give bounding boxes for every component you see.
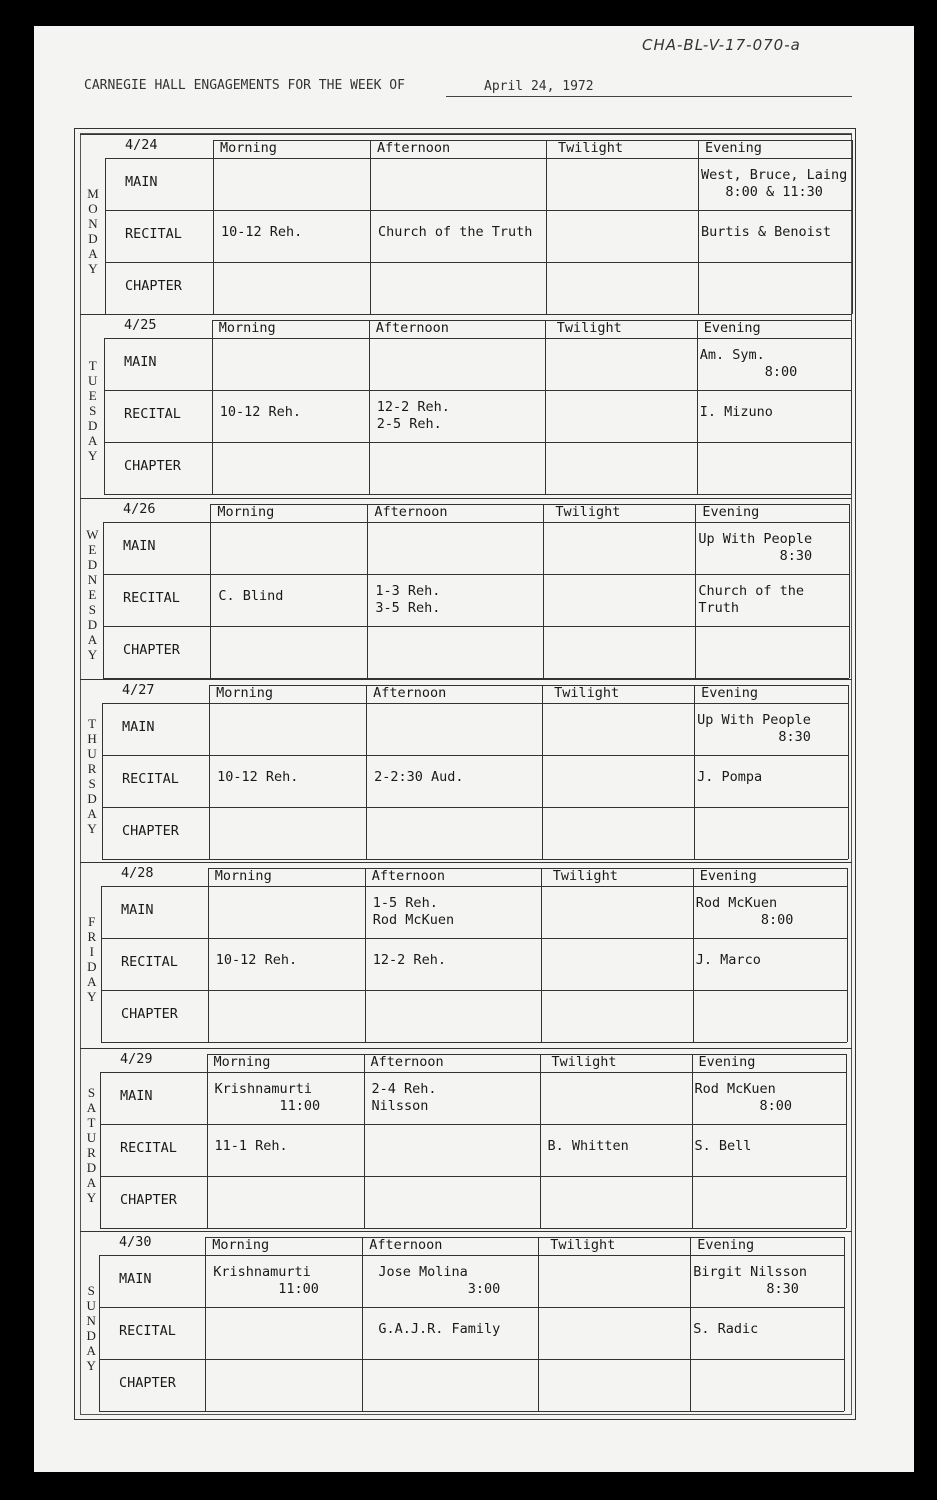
column-header-afternoon: Afternoon bbox=[375, 320, 449, 336]
day-name-friday: F R I D A Y bbox=[87, 913, 97, 1004]
room-label-recital: RECITAL bbox=[123, 590, 180, 606]
column-divider bbox=[540, 1054, 541, 1228]
schedule-entry: Rod McKuen 8:00 bbox=[694, 1081, 793, 1114]
day-date: 4/25 bbox=[124, 317, 157, 333]
column-divider bbox=[844, 1237, 845, 1411]
day-name-wednesday: W E D N E S D A Y bbox=[86, 527, 99, 662]
room-label-chapter: CHAPTER bbox=[124, 458, 181, 474]
schedule-entry: J. Marco bbox=[695, 952, 761, 968]
day-left-border bbox=[105, 158, 106, 314]
room-label-chapter: CHAPTER bbox=[121, 1006, 178, 1022]
day-bottom-border bbox=[104, 494, 851, 495]
schedule-entry: 11-1 Reh. bbox=[214, 1138, 288, 1154]
room-label-chapter: CHAPTER bbox=[120, 1192, 177, 1208]
column-divider bbox=[213, 140, 214, 314]
column-divider bbox=[847, 868, 848, 1042]
schedule-entry: Up With People 8:30 bbox=[698, 531, 813, 564]
column-header-afternoon: Afternoon bbox=[377, 140, 451, 156]
column-header-bottom bbox=[100, 1072, 846, 1073]
schedule-entry: 10-12 Reh. bbox=[219, 404, 301, 420]
column-header-evening: Evening bbox=[705, 140, 762, 156]
schedule-entry: Up With People 8:30 bbox=[697, 712, 811, 745]
column-header-bottom bbox=[102, 703, 848, 704]
schedule-entry: Jose Molina 3:00 bbox=[378, 1264, 501, 1297]
row-divider bbox=[99, 1307, 844, 1308]
schedule-entry: West, Bruce, Laing 8:00 & 11:30 bbox=[701, 167, 848, 200]
column-divider bbox=[690, 1237, 691, 1411]
day-name-monday: M O N D A Y bbox=[87, 185, 99, 276]
column-divider bbox=[207, 1054, 208, 1228]
day-separator bbox=[80, 498, 852, 499]
column-divider bbox=[364, 1054, 365, 1228]
room-label-chapter: CHAPTER bbox=[122, 823, 179, 839]
schedule-entry: 10-12 Reh. bbox=[221, 224, 303, 240]
room-label-main: MAIN bbox=[119, 1271, 152, 1287]
column-header-evening: Evening bbox=[702, 504, 760, 520]
column-header-morning: Morning bbox=[217, 504, 275, 520]
column-divider bbox=[208, 868, 209, 1042]
day-name-saturday: S A T U R D A Y bbox=[86, 1084, 97, 1205]
day-bottom-border bbox=[99, 1411, 844, 1412]
column-header-afternoon: Afternoon bbox=[374, 504, 448, 520]
schedule-entry: 10-12 Reh. bbox=[217, 769, 299, 785]
room-label-main: MAIN bbox=[121, 902, 154, 918]
column-divider bbox=[366, 685, 367, 859]
column-divider bbox=[210, 504, 211, 678]
column-divider bbox=[848, 685, 849, 859]
row-divider bbox=[102, 755, 848, 756]
day-separator bbox=[80, 314, 852, 315]
day-date: 4/28 bbox=[121, 865, 154, 881]
column-divider bbox=[209, 685, 210, 859]
column-header-evening: Evening bbox=[701, 685, 758, 701]
column-header-twilight: Twilight bbox=[551, 1054, 617, 1070]
column-header-morning: Morning bbox=[220, 140, 277, 156]
day-separator bbox=[80, 1048, 852, 1049]
column-header-evening: Evening bbox=[698, 1054, 756, 1070]
column-divider bbox=[846, 1054, 847, 1228]
schedule-entry: Rod McKuen 8:00 bbox=[695, 895, 794, 928]
column-header-morning: Morning bbox=[218, 320, 276, 336]
schedule-entry: 2-4 Reh. Nilsson bbox=[371, 1081, 437, 1114]
column-divider bbox=[694, 685, 695, 859]
room-label-recital: RECITAL bbox=[122, 771, 179, 787]
day-bottom-border bbox=[101, 1042, 847, 1043]
column-header-afternoon: Afternoon bbox=[373, 685, 447, 701]
column-divider bbox=[692, 1054, 693, 1228]
column-header-evening: Evening bbox=[703, 320, 761, 336]
room-label-main: MAIN bbox=[125, 174, 158, 190]
day-separator bbox=[80, 862, 852, 863]
column-header-bottom bbox=[104, 338, 851, 339]
row-divider bbox=[105, 210, 852, 211]
day-name-sunday: S U N D A Y bbox=[86, 1282, 96, 1373]
column-divider bbox=[851, 320, 852, 494]
schedule-entry: S. Bell bbox=[694, 1138, 752, 1154]
column-divider bbox=[546, 140, 547, 314]
row-divider bbox=[101, 990, 847, 991]
day-date: 4/26 bbox=[123, 501, 156, 517]
schedule-entry: S. Radic bbox=[693, 1321, 759, 1337]
column-header-bottom bbox=[101, 886, 847, 887]
day-separator bbox=[80, 134, 852, 135]
column-header-twilight: Twilight bbox=[556, 320, 622, 336]
schedule-entry: Krishnamurti 11:00 bbox=[213, 1264, 319, 1297]
day-bottom-border bbox=[102, 859, 848, 860]
schedule-entry: Krishnamurti 11:00 bbox=[214, 1081, 321, 1114]
schedule-entry: 10-12 Reh. bbox=[215, 952, 298, 968]
day-date: 4/24 bbox=[125, 137, 158, 153]
column-header-twilight: Twilight bbox=[554, 685, 620, 701]
day-left-border bbox=[101, 886, 102, 1042]
column-header-twilight: Twilight bbox=[558, 140, 624, 156]
column-header-twilight: Twilight bbox=[555, 504, 621, 520]
day-left-border bbox=[100, 1072, 101, 1228]
room-label-recital: RECITAL bbox=[124, 406, 181, 422]
room-label-chapter: CHAPTER bbox=[119, 1375, 176, 1391]
schedule-entry: I. Mizuno bbox=[699, 404, 773, 420]
row-divider bbox=[104, 390, 851, 391]
column-divider bbox=[697, 320, 698, 494]
schedule-entry: 12-2 Reh. bbox=[372, 952, 446, 968]
column-header-morning: Morning bbox=[216, 685, 273, 701]
column-divider bbox=[542, 685, 543, 859]
column-divider bbox=[369, 320, 370, 494]
column-divider bbox=[693, 868, 694, 1042]
schedule-entry: G.A.J.R. Family bbox=[370, 1321, 501, 1337]
column-divider bbox=[362, 1237, 363, 1411]
schedule-entry: J. Pompa bbox=[697, 769, 763, 785]
schedule-entry: Birgit Nilsson 8:30 bbox=[693, 1264, 807, 1297]
column-header-twilight: Twilight bbox=[552, 868, 618, 884]
column-header-bottom bbox=[99, 1255, 844, 1256]
room-label-recital: RECITAL bbox=[125, 226, 182, 242]
column-header-afternoon: Afternoon bbox=[370, 1054, 444, 1070]
row-divider bbox=[102, 807, 848, 808]
column-header-evening: Evening bbox=[697, 1237, 755, 1253]
day-date: 4/29 bbox=[120, 1051, 153, 1067]
column-divider bbox=[538, 1237, 539, 1411]
column-divider bbox=[852, 140, 853, 314]
column-divider bbox=[367, 504, 368, 678]
row-divider bbox=[103, 626, 849, 627]
column-divider bbox=[212, 320, 213, 494]
room-label-chapter: CHAPTER bbox=[125, 278, 182, 294]
day-left-border bbox=[104, 338, 105, 494]
column-header-afternoon: Afternoon bbox=[371, 868, 445, 884]
column-header-morning: Morning bbox=[212, 1237, 270, 1253]
column-header-evening: Evening bbox=[699, 868, 757, 884]
day-separator bbox=[80, 679, 852, 680]
column-header-morning: Morning bbox=[214, 868, 272, 884]
day-left-border bbox=[99, 1255, 100, 1411]
room-label-recital: RECITAL bbox=[120, 1140, 177, 1156]
header-title: CARNEGIE HALL ENGAGEMENTS FOR THE WEEK OF bbox=[84, 78, 405, 93]
row-divider bbox=[99, 1359, 844, 1360]
schedule-entry: 1-5 Reh. Rod McKuen bbox=[372, 895, 455, 928]
column-divider bbox=[541, 868, 542, 1042]
day-left-border bbox=[102, 703, 103, 859]
archive-id: CHA-BL-V-17-070-a bbox=[642, 36, 801, 54]
day-bottom-border bbox=[100, 1228, 846, 1229]
schedule-entry: Burtis & Benoist bbox=[701, 224, 832, 240]
day-left-border bbox=[103, 522, 104, 678]
column-divider bbox=[205, 1237, 206, 1411]
schedule-entry: C. Blind bbox=[218, 588, 284, 604]
room-label-main: MAIN bbox=[120, 1088, 153, 1104]
day-name-thursday: T H U R S D A Y bbox=[87, 715, 97, 836]
day-name-tuesday: T U E S D A Y bbox=[87, 358, 98, 463]
schedule-entry: Church of the Truth bbox=[698, 583, 805, 616]
room-label-main: MAIN bbox=[122, 719, 155, 735]
column-divider bbox=[698, 140, 699, 314]
row-divider bbox=[103, 574, 849, 575]
column-divider bbox=[543, 504, 544, 678]
schedule-entry: 2-2:30 Aud. bbox=[374, 769, 464, 785]
day-separator bbox=[80, 1231, 852, 1232]
day-date: 4/30 bbox=[119, 1234, 152, 1250]
schedule-entry: B. Whitten bbox=[547, 1138, 629, 1154]
row-divider bbox=[100, 1124, 846, 1125]
column-header-morning: Morning bbox=[213, 1054, 271, 1070]
column-divider bbox=[545, 320, 546, 494]
column-divider bbox=[695, 504, 696, 678]
room-label-main: MAIN bbox=[123, 538, 156, 554]
row-divider bbox=[101, 938, 847, 939]
column-header-afternoon: Afternoon bbox=[369, 1237, 443, 1253]
column-header-bottom bbox=[103, 522, 849, 523]
row-divider bbox=[100, 1176, 846, 1177]
schedule-entry: 12-2 Reh. 2-5 Reh. bbox=[376, 399, 450, 432]
schedule-entry: Church of the Truth bbox=[378, 224, 533, 240]
day-date: 4/27 bbox=[122, 682, 155, 698]
room-label-recital: RECITAL bbox=[119, 1323, 176, 1339]
column-header-bottom bbox=[105, 158, 852, 159]
week-date: April 24, 1972 bbox=[484, 79, 594, 94]
column-divider bbox=[849, 504, 850, 678]
room-label-main: MAIN bbox=[124, 354, 157, 370]
schedule-entry: Am. Sym. 8:00 bbox=[699, 347, 798, 380]
column-divider bbox=[365, 868, 366, 1042]
row-divider bbox=[105, 262, 852, 263]
column-divider bbox=[370, 140, 371, 314]
schedule-entry: 1-3 Reh. 3-5 Reh. bbox=[375, 583, 441, 616]
room-label-recital: RECITAL bbox=[121, 954, 178, 970]
date-underline bbox=[446, 96, 852, 97]
row-divider bbox=[104, 442, 851, 443]
room-label-chapter: CHAPTER bbox=[123, 642, 180, 658]
column-header-twilight: Twilight bbox=[550, 1237, 616, 1253]
